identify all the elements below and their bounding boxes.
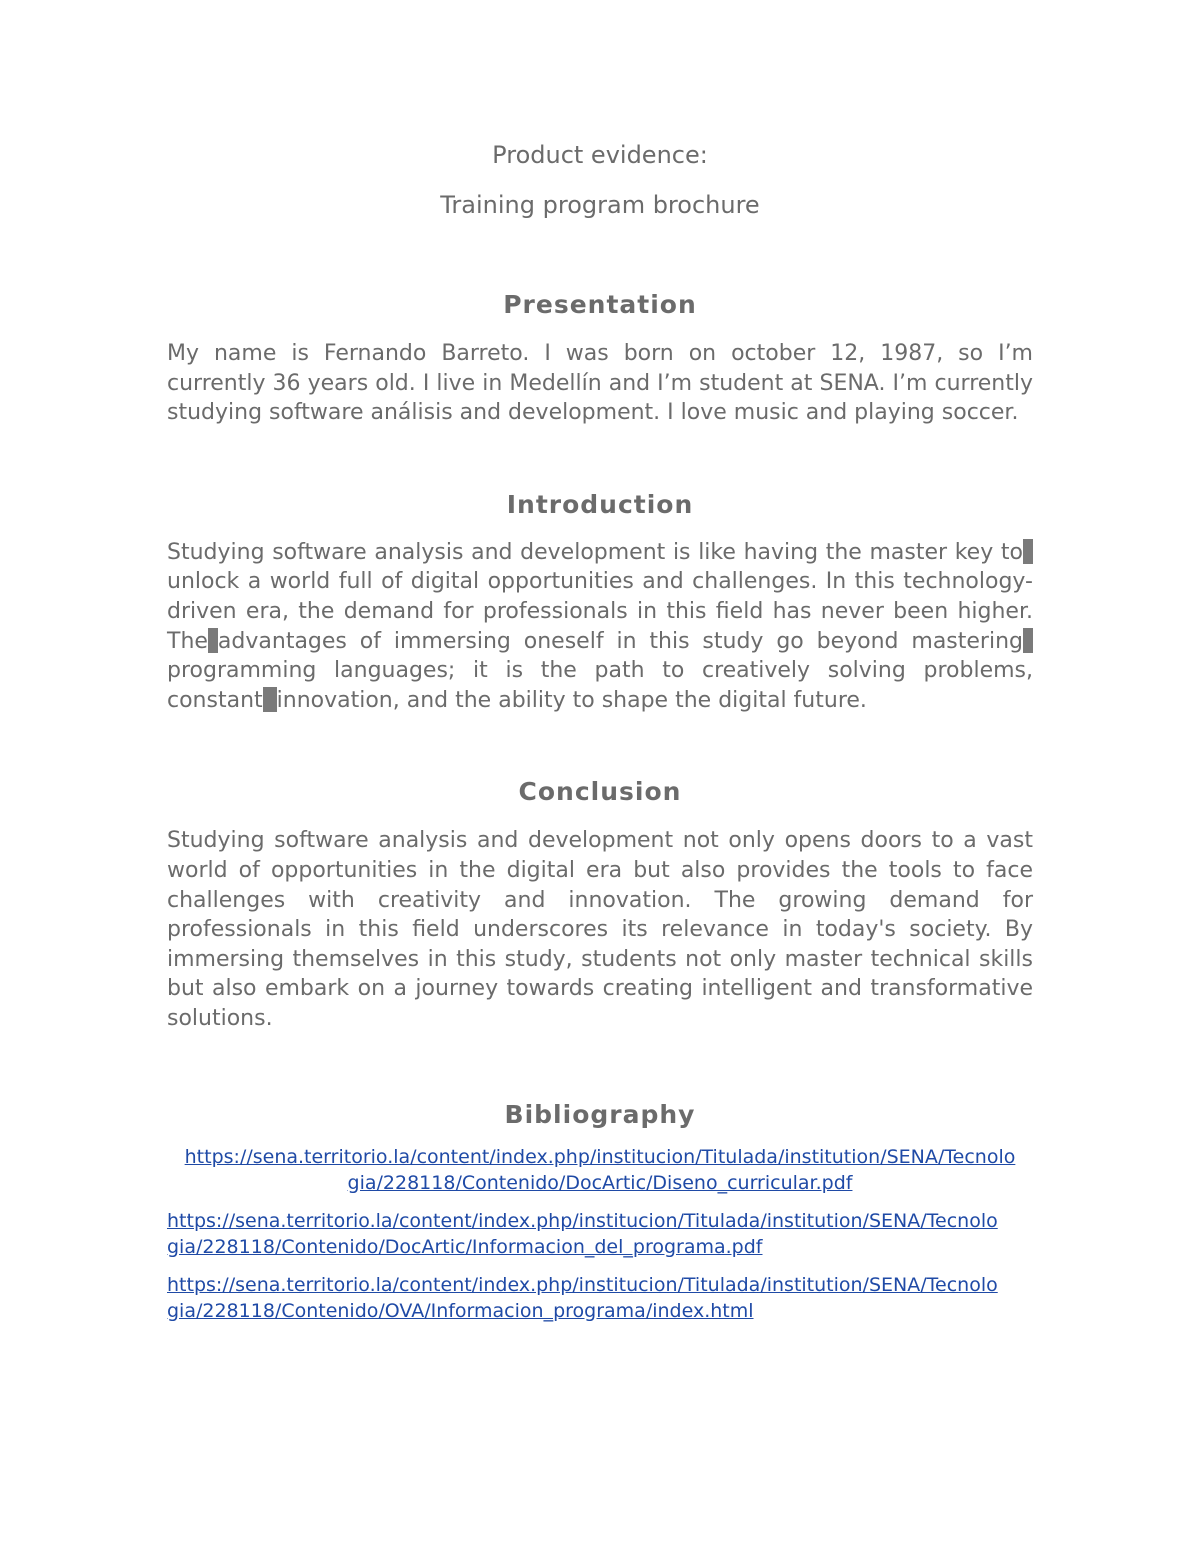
highlight-mark xyxy=(263,687,277,712)
document-body xyxy=(167,139,1033,1324)
bibliography-link[interactable]: https://sena.territorio.la/content/index.php/institucion/Titulada/institution/SENA/Tecnolo gia/228118/Contenido/DocArtic/Informacion_del_programa.pdf xyxy=(167,1209,998,1258)
introduction-segment: Studying software analysis and development is like having the master key to xyxy=(167,539,1023,565)
introduction-segment: unlock a world full of digital opportunities and challenges. In this technology-driven era, the demand for professionals in this field has never been higher. The xyxy=(167,569,1033,654)
bibliography-link[interactable]: https://sena.territorio.la/content/index.php/institucion/Titulada/institution/SENA/Tecnolo gia/228118/Contenido/OVA/Informacion_programa/index.html xyxy=(167,1273,998,1322)
presentation-heading: Presentation xyxy=(503,290,697,319)
document-title-line-1: Product evidence: xyxy=(492,141,708,169)
presentation-paragraph: My name is Fernando Barreto. I was born on october 12, 1987, so I’m currently 36 years old. I live in Medellín and I’m student at SENA. I’m currently studying software análisis and development. I love music and playing soccer. xyxy=(167,341,1033,426)
document-title-line-2: Training program brochure xyxy=(440,191,760,219)
introduction-heading: Introduction xyxy=(506,489,694,519)
introduction-segment: advantages of immersing oneself in this study go beyond mastering xyxy=(217,628,1023,654)
bibliography-entry xyxy=(167,1144,1033,1196)
highlight-mark xyxy=(208,628,218,653)
conclusion-paragraph: Studying software analysis and development not only opens doors to a vast world of opportunities in the digital era but also provides the tools to face challenges with creativity and innovation. The growing demand for professionals in this field underscores its relevance in today's society. By immersing themselves in this study, students not only master technical skills but also embark on a journey towards creating intelligent and transformative solutions. xyxy=(167,828,1033,1031)
introduction-paragraph xyxy=(167,538,1033,716)
bibliography-heading: Bibliography xyxy=(504,1099,696,1129)
bibliography-entry xyxy=(167,1208,1033,1260)
bibliography-link[interactable]: https://sena.territorio.la/content/index.php/institucion/Titulada/institution/SENA/Tecnolo gia/228118/Contenido/DocArtic/Diseno_curricular.pdf xyxy=(184,1145,1016,1194)
introduction-segment: innovation, and the ability to shape the digital future. xyxy=(276,687,867,713)
bibliography-entry xyxy=(167,1272,1033,1324)
conclusion-heading: Conclusion xyxy=(518,777,682,807)
introduction-segment: programming languages; it is the path to creatively solving problems, constant xyxy=(167,658,1033,713)
highlight-mark xyxy=(1023,628,1033,653)
highlight-mark xyxy=(1023,539,1033,564)
